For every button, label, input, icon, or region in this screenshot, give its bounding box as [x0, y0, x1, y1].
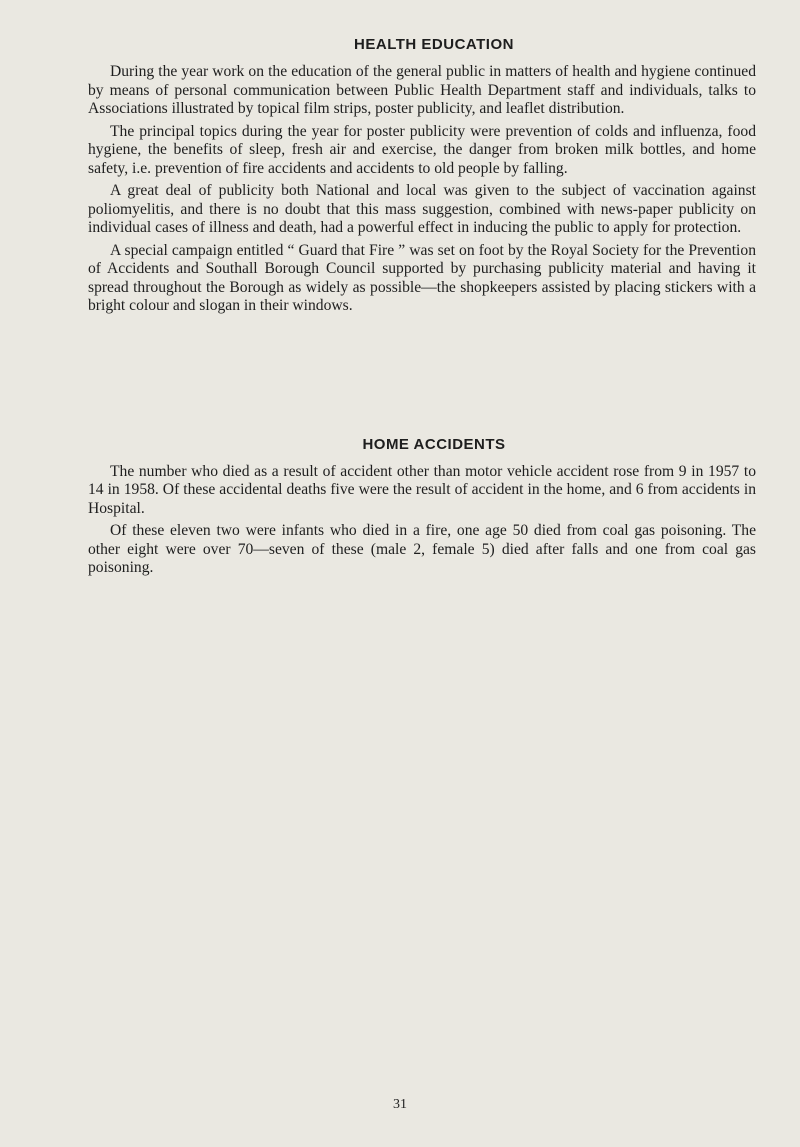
page-body	[88, 36, 756, 582]
paragraph: A special campaign entitled “ Guard that Fire ” was set on foot by the Royal Society for the Prevention of Accidents and Southall Borough Council supported by purchasing publicity material and having it spread throughout the Borough as widely as possible—the shopkeepers assisted by placing stickers with a bright colour and slogan in their windows.	[88, 241, 756, 314]
paragraph: A great deal of publicity both National and local was given to the subject of vaccination against poliomyelitis, and there is no doubt that this mass suggestion, combined with news-paper publicity on individual cases of illness and death, had a powerful effect in inducing the public to apply for protection.	[88, 182, 756, 236]
paragraph: The number who died as a result of accident other than motor vehicle accident rose from 9 in 1957 to 14 in 1958. Of these accidental deaths five were the result of accident in the home, and 6 from accidents in Hospital.	[88, 462, 756, 517]
paragraph: During the year work on the education of the general public in matters of health and hygiene continued by means of personal communication between Public Health Department staff and individuals, talks to Associations illustrated by topical film strips, poster publicity, and leaflet distribution.	[88, 63, 756, 117]
section-heading: HEALTH EDUCATION	[354, 36, 514, 53]
paragraph: The principal topics during the year for poster publicity were prevention of colds and influenza, food hygiene, the benefits of sleep, fresh air and exercise, the danger from broken milk bottles, and home safety, i.e. prevention of fire accidents and accidents to old people by falling.	[88, 122, 756, 177]
section-health-education	[88, 36, 756, 316]
page-number: 31	[393, 1097, 407, 1112]
paragraph: Of these eleven two were infants who died in a fire, one age 50 died from coal gas poisoning. The other eight were over 70—seven of these (male 2, female 5) died after falls and one from coal gas poisoning.	[88, 522, 756, 576]
section-home-accidents	[88, 436, 756, 578]
section-heading: HOME ACCIDENTS	[362, 435, 506, 453]
